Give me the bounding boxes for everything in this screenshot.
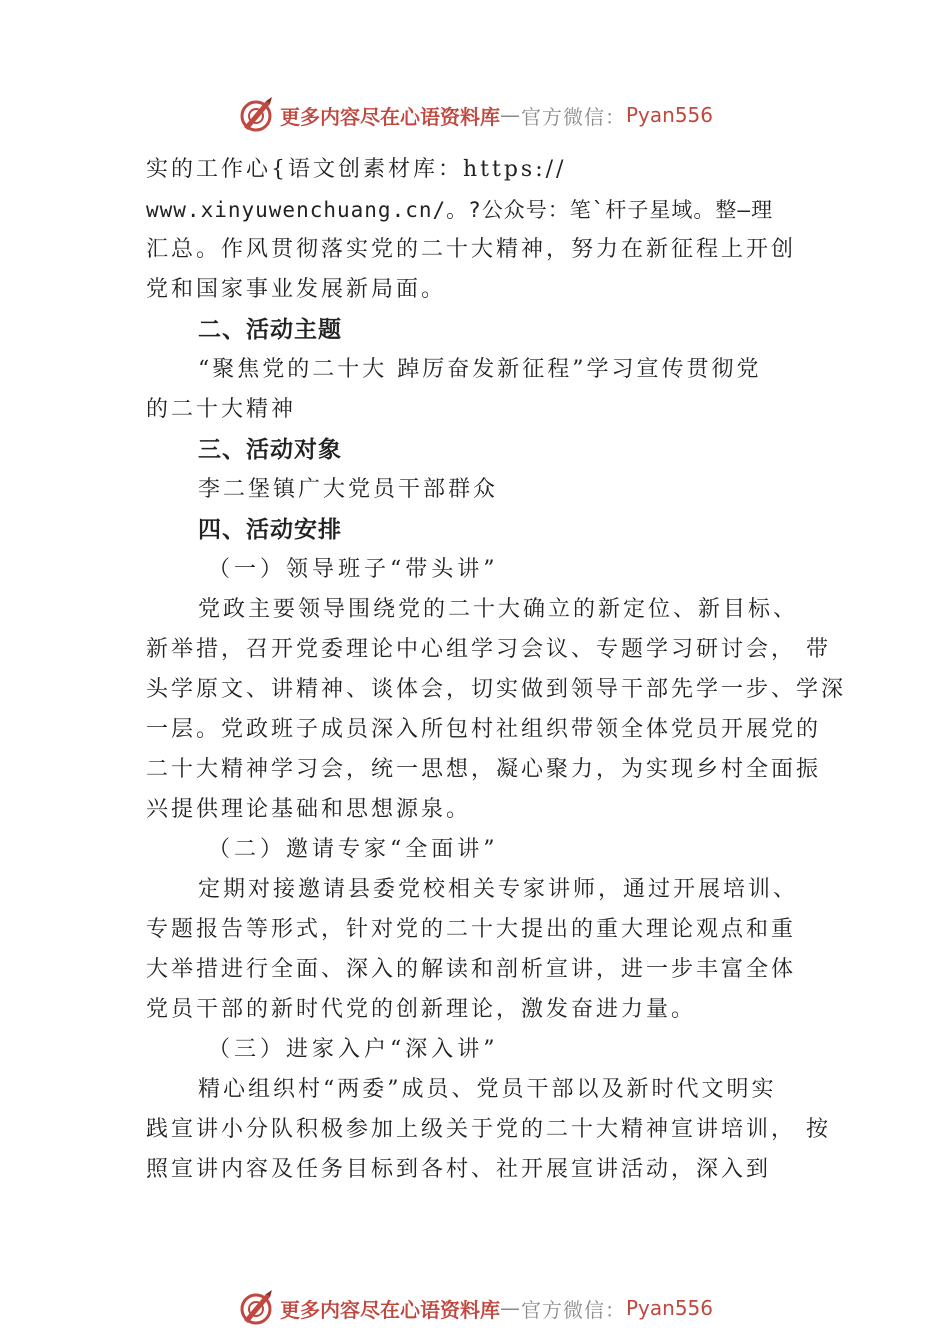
- body-line: 定期对接邀请县委党校相关专家讲师，通过开展培训、: [198, 877, 799, 902]
- pen-circle-logo-icon: [236, 1288, 276, 1328]
- pen-circle-logo-icon: [236, 95, 276, 135]
- body-line: 李二堡镇广大党员干部群众: [198, 477, 499, 502]
- banner-dash: —: [500, 103, 521, 127]
- body-line: 二十大精神学习会，统一思想，凝心聚力，为实现乡村全面振: [146, 757, 822, 782]
- banner-dash: —: [500, 1296, 521, 1320]
- body-line: 照宣讲内容及任务目标到各村、社开展宣讲活动，深入到: [146, 1157, 772, 1182]
- body-line: “聚焦党的二十大 踔厉奋发新征程”学习宣传贯彻党: [198, 357, 762, 382]
- body-line: 实的工作心{语文创素材库：https://: [146, 157, 567, 182]
- body-line: 新举措，召开党委理论中心组学习会议、专题学习研讨会， 带: [146, 637, 831, 662]
- body-line: 一层。党政班子成员深入所包村社组织带领全体党员开展党的: [146, 717, 822, 742]
- subsection-heading: （三）进家入户“深入讲”: [208, 1037, 499, 1062]
- body-line: 践宣讲小分队积极参加上级关于党的二十大精神宣讲培训， 按: [146, 1117, 831, 1142]
- body-line: 党政主要领导围绕党的二十大确立的新定位、新目标、: [198, 597, 799, 622]
- body-line: 精心组织村“两委”成员、党员干部以及新时代文明实: [198, 1077, 777, 1102]
- banner-wechat-label: 官方微信：: [521, 1297, 626, 1322]
- body-line: 专题报告等形式，针对党的二十大提出的重大理论观点和重: [146, 917, 797, 942]
- banner-site-text: 更多内容尽在心语资料库: [280, 104, 500, 129]
- section-heading: 二、活动主题: [198, 317, 342, 343]
- body-line: 大举措进行全面、深入的解读和剖析宣讲，进一步丰富全体: [146, 957, 797, 982]
- document-body: [146, 150, 847, 1190]
- body-line: 兴提供理论基础和思想源泉。: [146, 797, 472, 822]
- body-line: 党和国家事业发展新局面。: [146, 277, 447, 302]
- body-line: 的二十大精神: [146, 397, 297, 422]
- subsection-heading: （二）邀请专家“全面讲”: [208, 837, 499, 862]
- banner-wechat-id: Pyan556: [626, 103, 714, 127]
- banner-wechat-label: 官方微信：: [521, 104, 626, 129]
- body-line: 党员干部的新时代党的创新理论，激发奋进力量。: [146, 997, 697, 1022]
- section-heading: 四、活动安排: [198, 517, 342, 543]
- footer-watermark-banner: [236, 1286, 713, 1330]
- banner-site-text: 更多内容尽在心语资料库: [280, 1297, 500, 1322]
- subsection-heading: （一）领导班子“带头讲”: [208, 557, 499, 582]
- section-heading: 三、活动对象: [198, 437, 342, 463]
- body-line: 头学原文、讲精神、谈体会，切实做到领导干部先学一步、学深: [146, 677, 847, 702]
- body-line: 汇总。作风贯彻落实党的二十大精神，努力在新征程上开创: [146, 237, 797, 262]
- banner-wechat-id: Pyan556: [626, 1296, 714, 1320]
- body-line-url: www.xinyuwenchuang.cn/。?公众号：笔`杆子星域。整—理: [146, 198, 774, 222]
- header-watermark-banner: [236, 93, 713, 137]
